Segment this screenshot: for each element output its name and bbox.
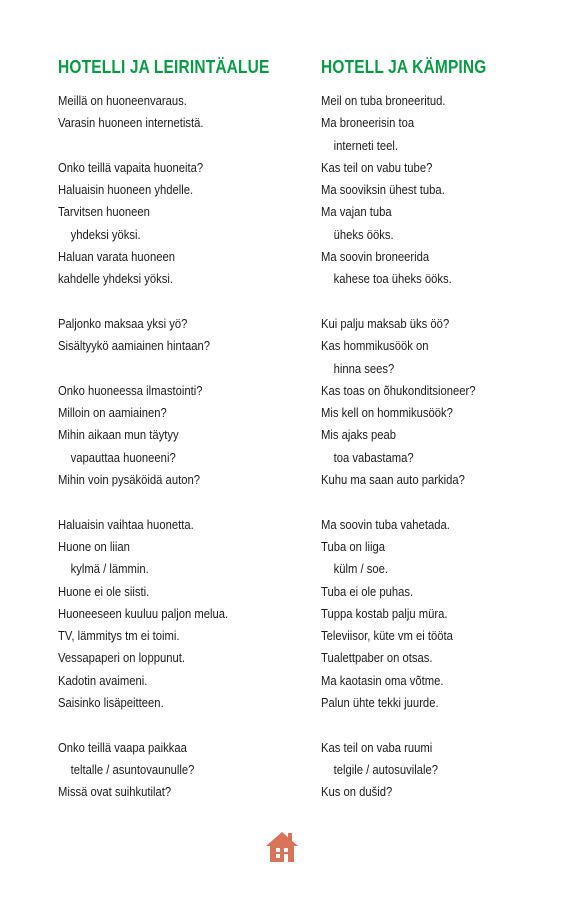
finnish-phrase: Vessapaperi on loppunut. bbox=[58, 651, 185, 666]
home-icon-graphic bbox=[264, 829, 300, 865]
estonian-phrase: Ma soovin tuba vahetada. bbox=[321, 517, 450, 532]
estonian-phrase: Kui palju maksab üks öö? bbox=[321, 316, 450, 331]
finnish-phrase: kylmä / lämmin. bbox=[70, 562, 149, 577]
estonian-phrase: Kas teil on vabu tube? bbox=[321, 160, 433, 175]
estonian-phrase: Ma kaotasin oma võtme. bbox=[321, 673, 444, 688]
estonian-phrase: Kas teil on vaba ruumi bbox=[321, 740, 433, 755]
finnish-phrase: Missä ovat suihkutilat? bbox=[58, 785, 172, 800]
finnish-phrase: Huone on liian bbox=[58, 539, 130, 554]
estonian-phrase: hinna sees? bbox=[333, 361, 395, 376]
home-icon[interactable] bbox=[264, 829, 300, 865]
estonian-phrase: Kus on dušid? bbox=[321, 785, 393, 800]
finnish-phrase: Onko teillä vaapa paikkaa bbox=[58, 740, 187, 755]
finnish-spacer bbox=[58, 358, 270, 380]
estonian-phrase: Mis ajaks peab bbox=[321, 428, 397, 443]
finnish-phrase: Huone ei ole siisti. bbox=[58, 584, 150, 599]
finnish-spacer bbox=[58, 291, 270, 313]
finnish-phrase: Haluan varata huoneen bbox=[58, 250, 175, 265]
finnish-phrase: teltalle / asuntovaunulle? bbox=[70, 762, 195, 777]
finnish-phrase: Haluaisin huoneen yhdelle. bbox=[58, 183, 194, 198]
estonian-phrase: Palun ühte tekki juurde. bbox=[321, 696, 439, 711]
finnish-phrase: kahdelle yhdeksi yöksi. bbox=[58, 272, 174, 287]
estonian-phrase: Meil on tuba broneeritud. bbox=[321, 94, 446, 108]
estonian-phrase: Tuba ei ole puhas. bbox=[321, 584, 414, 599]
finnish-heading: HOTELLI JA LEIRINTÄALUE bbox=[58, 57, 270, 77]
finnish-spacer bbox=[58, 491, 270, 513]
estonian-phrase: kahese toa üheks ööks. bbox=[333, 272, 452, 287]
estonian-phrase-list bbox=[321, 90, 556, 804]
estonian-phrase: külm / soe. bbox=[333, 562, 388, 577]
estonian-spacer bbox=[321, 291, 533, 313]
estonian-phrase: telgile / autosuvilale? bbox=[333, 762, 439, 777]
estonian-phrase: Tuppa kostab palju müra. bbox=[321, 606, 448, 621]
finnish-phrase: Mihin aikaan mun täytyy bbox=[58, 428, 179, 443]
estonian-phrase: Kas toas on õhukonditsioneer? bbox=[321, 383, 476, 398]
finnish-phrase: Onko huoneessa ilmastointi? bbox=[58, 383, 203, 398]
estonian-phrase: Ma vajan tuba bbox=[321, 205, 392, 220]
finnish-spacer bbox=[58, 135, 270, 157]
estonian-phrase: interneti teel. bbox=[333, 138, 399, 153]
finnish-phrase: Mihin voin pysäköidä auton? bbox=[58, 473, 200, 488]
estonian-phrase: Kas hommikusöök on bbox=[321, 339, 429, 354]
estonian-phrase: Mis kell on hommikusöök? bbox=[321, 406, 453, 421]
finnish-phrase: Saisinko lisäpeitteen. bbox=[58, 696, 164, 711]
estonian-phrase: toa vabastama? bbox=[333, 450, 414, 465]
estonian-heading: HOTELL JA KÄMPING bbox=[321, 57, 487, 77]
finnish-phrase: Huoneeseen kuuluu paljon melua. bbox=[58, 606, 229, 621]
finnish-phrase: Milloin on aamiainen? bbox=[58, 406, 167, 421]
estonian-phrase: Ma broneerisin toa bbox=[321, 116, 415, 131]
finnish-spacer bbox=[58, 714, 270, 736]
estonian-spacer bbox=[321, 714, 533, 736]
finnish-phrase-list bbox=[58, 90, 293, 804]
finnish-phrase: yhdeksi yöksi. bbox=[70, 227, 141, 242]
estonian-phrase: Ma soovin broneerida bbox=[321, 250, 430, 265]
estonian-phrase: Kuhu ma saan auto parkida? bbox=[321, 473, 465, 488]
estonian-phrase: Ma sooviksin ühest tuba. bbox=[321, 183, 445, 198]
estonian-spacer bbox=[321, 491, 533, 513]
finnish-phrase: Sisältyykö aamiainen hintaan? bbox=[58, 339, 210, 354]
finnish-phrase: Meillä on huoneenvaraus. bbox=[58, 94, 187, 108]
estonian-phrase: Tuba on liiga bbox=[321, 539, 386, 554]
finnish-phrase: Paljonko maksaa yksi yö? bbox=[58, 316, 188, 331]
estonian-phrase: Tualettpaber on otsas. bbox=[321, 651, 433, 666]
finnish-phrase: Tarvitsen huoneen bbox=[58, 205, 150, 220]
finnish-phrase: Kadotin avaimeni. bbox=[58, 673, 148, 688]
estonian-phrase: Televiisor, küte vm ei tööta bbox=[321, 629, 453, 644]
finnish-phrase: Haluaisin vaihtaa huonetta. bbox=[58, 517, 194, 532]
finnish-phrase: vapauttaa huoneeni? bbox=[70, 450, 176, 465]
estonian-phrase: üheks ööks. bbox=[333, 227, 394, 242]
finnish-phrase: TV, lämmitys tm ei toimi. bbox=[58, 629, 180, 644]
finnish-column bbox=[58, 54, 293, 804]
estonian-column bbox=[321, 54, 556, 804]
finnish-phrase: Onko teillä vapaita huoneita? bbox=[58, 160, 204, 175]
finnish-phrase: Varasin huoneen internetistä. bbox=[58, 116, 204, 131]
